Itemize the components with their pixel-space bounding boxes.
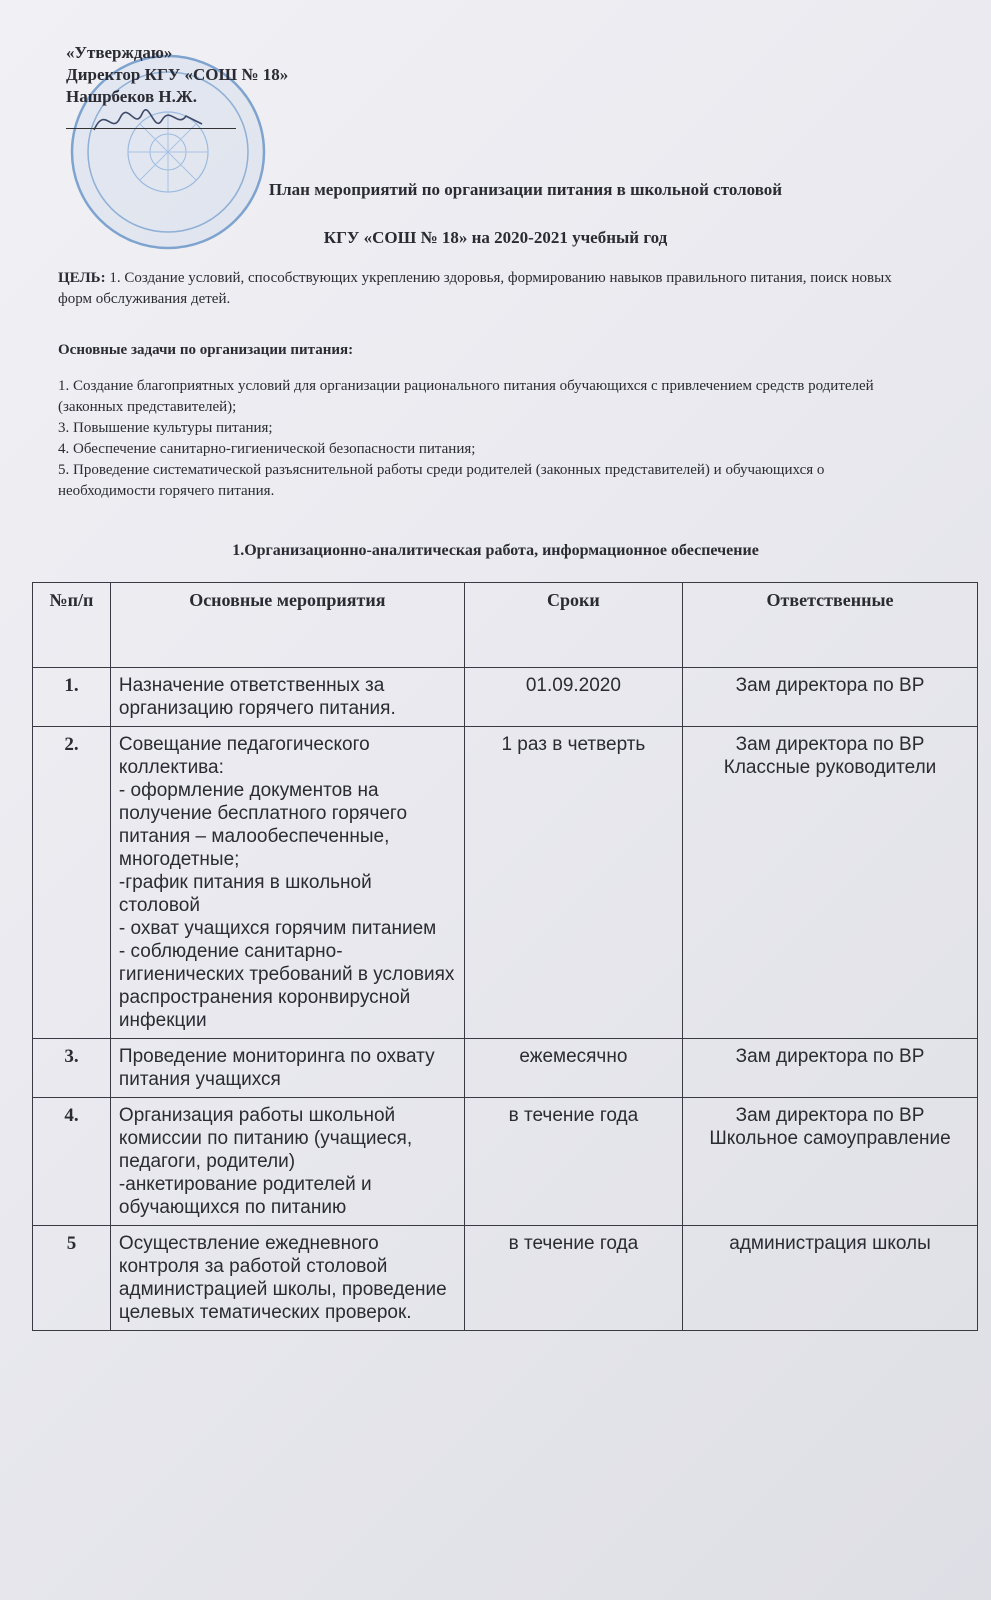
goal-text: 1. Создание условий, способствующих укреплению здоровья, формированию навыков правильного питания, поиск новых форм обслуживания детей. [58,270,892,307]
approval-heading: «Утверждаю» [66,43,173,62]
tasks-heading: Основные задачи по организации питания: [58,342,354,358]
handwritten-signature [90,100,210,140]
row-responsible: Зам директора по ВР [683,668,978,727]
tasks-list [58,376,918,502]
approval-position: Директор КГУ «СОШ № 18» [66,65,289,84]
approval-name: Нашрбеков Н.Ж. [66,87,197,106]
table-row [33,1098,978,1226]
row-responsible: администрация школы [683,1226,978,1331]
section-title: 1.Организационно-аналитическая работа, информационное обеспечение [232,542,759,559]
row-deadline: ежемесячно [464,1039,682,1098]
plan-title: План мероприятий по организации питания в школьной столовой [268,180,783,199]
row-activity: Проведение мониторинга по охвату питания учащихся [110,1039,464,1098]
row-number: 3. [33,1039,111,1098]
task-item: 3. Повышение культуры питания; [58,420,273,436]
row-deadline: в течение года [464,1098,682,1226]
row-responsible: Зам директора по ВР [683,1039,978,1098]
header-activity: Основные мероприятия [110,583,464,668]
row-activity: Организация работы школьной комиссии по питанию (учащиеся, педагоги, родители) -анкетирование родителей и обучающихся по питанию [110,1098,464,1226]
header-responsible: Ответственные [683,583,978,668]
row-responsible: Зам директора по ВР Классные руководители [683,727,978,1039]
approval-block [66,42,288,108]
row-deadline: 01.09.2020 [464,668,682,727]
table-row [33,668,978,727]
activities-table [32,582,978,1331]
table-row [33,727,978,1039]
task-item: 5. Проведение систематической разъяснительной работы среди родителей (законных представителей) и обучающихся о необходимости горячего питания. [58,462,825,499]
header-number: №п/п [33,583,111,668]
row-deadline: в течение года [464,1226,682,1331]
goal-paragraph [58,268,918,310]
row-number: 1. [33,668,111,727]
row-activity: Осуществление ежедневного контроля за работой столовой администрацией школы, проведение целевых тематических проверок. [110,1226,464,1331]
plan-subtitle: КГУ «СОШ № 18» на 2020-2021 учебный год [323,228,668,247]
row-activity: Назначение ответственных за организацию горячего питания. [110,668,464,727]
row-number: 5 [33,1226,111,1331]
row-number: 2. [33,727,111,1039]
header-deadline: Сроки [464,583,682,668]
row-deadline: 1 раз в четверть [464,727,682,1039]
row-responsible: Зам директора по ВР Школьное самоуправление [683,1098,978,1226]
table-row [33,1226,978,1331]
signature-line [66,128,236,129]
table-row [33,1039,978,1098]
row-number: 4. [33,1098,111,1226]
goal-label: ЦЕЛЬ: [58,270,106,286]
task-item: 1. Создание благоприятных условий для организации рационального питания обучающихся с привлечением средств родителей (законных представителей); [58,378,874,415]
row-activity: Совещание педагогического коллектива: - оформление документов на получение бесплатного горячего питания – малообеспеченные, многодетные; -график питания в школьной столовой - охват учащихся горячим питанием - соблюдение санитарно-гигиенических требований в условиях распространения коронвирусной инфекции [110,727,464,1039]
table-header-row [33,583,978,668]
task-item: 4. Обеспечение санитарно-гигиенической безопасности питания; [58,441,476,457]
